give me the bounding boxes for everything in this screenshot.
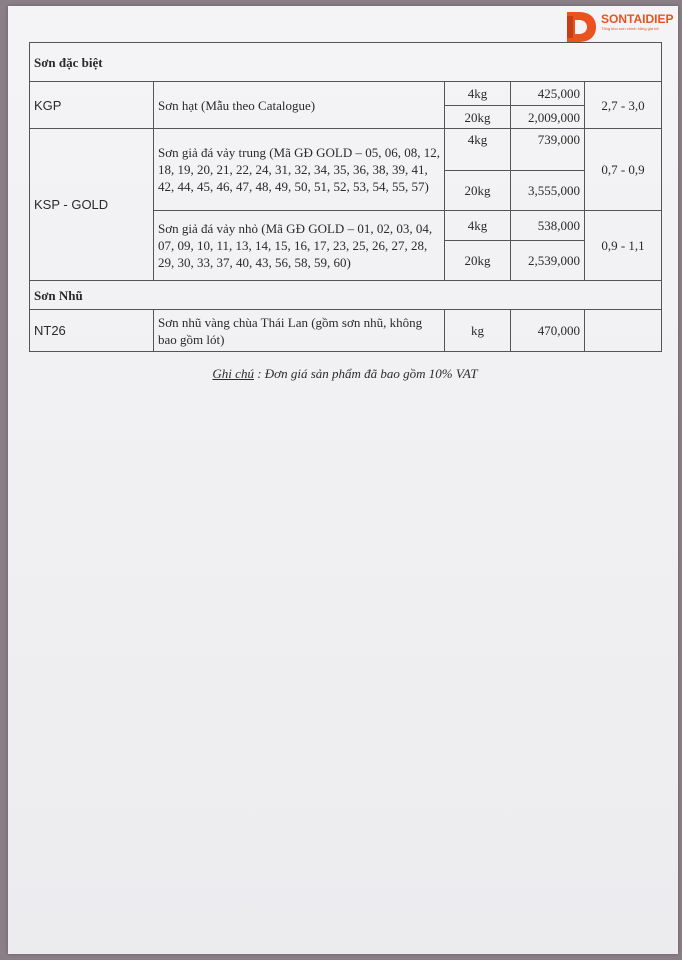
coverage-cell: 0,7 - 0,9 <box>585 129 662 211</box>
unit-cell: 20kg <box>445 106 511 129</box>
unit-cell: kg <box>445 310 511 352</box>
product-description: Sơn nhũ vàng chùa Thái Lan (gồm sơn nhũ, không bao gồm lót) <box>154 310 445 352</box>
price-cell: 2,539,000 <box>511 241 585 281</box>
unit-cell: 4kg <box>445 82 511 106</box>
product-description: Sơn hạt (Mẫu theo Catalogue) <box>154 82 445 129</box>
coverage-cell: 2,7 - 3,0 <box>585 82 662 129</box>
price-cell: 739,000 <box>511 129 585 171</box>
table-row <box>30 82 662 106</box>
footnote-label: Ghi chú <box>212 366 254 381</box>
unit-cell: 20kg <box>445 241 511 281</box>
section-title: Sơn Nhũ <box>30 281 662 310</box>
section-title: Sơn đặc biệt <box>30 43 662 82</box>
price-cell: 3,555,000 <box>511 171 585 211</box>
product-code: NT26 <box>30 310 154 352</box>
table-row <box>30 310 662 352</box>
unit-cell: 4kg <box>445 211 511 241</box>
product-description: Sơn giả đá vảy trung (Mã GĐ GOLD – 05, 06, 08, 12, 18, 19, 20, 21, 22, 24, 31, 32, 34, 35, 36, 38, 39, 41, 42, 44, 45, 46, 47, 48, 49, 50, 51, 52, 53, 54, 55, 57) <box>154 129 445 211</box>
price-table <box>29 42 662 352</box>
price-cell: 425,000 <box>511 82 585 106</box>
footnote <box>0 366 682 382</box>
table-row <box>30 129 662 171</box>
product-code: KGP <box>30 82 154 129</box>
coverage-cell <box>585 310 662 352</box>
price-cell: 538,000 <box>511 211 585 241</box>
unit-cell: 20kg <box>445 171 511 211</box>
coverage-cell: 0,9 - 1,1 <box>585 211 662 281</box>
product-code: KSP - GOLD <box>30 129 154 281</box>
footnote-text: : Đơn giá sản phẩm đã bao gồm 10% VAT <box>253 366 478 381</box>
product-description: Sơn giả đá vảy nhỏ (Mã GĐ GOLD – 01, 02, 03, 04, 07, 09, 10, 11, 13, 14, 15, 16, 17, 23, 25, 26, 27, 28, 29, 30, 33, 37, 40, 43, 56, 58, 59, 60) <box>154 211 445 281</box>
brand-d-icon <box>564 10 598 44</box>
price-cell: 470,000 <box>511 310 585 352</box>
price-cell: 2,009,000 <box>511 106 585 129</box>
section-row <box>30 43 662 82</box>
section-row <box>30 281 662 310</box>
unit-cell: 4kg <box>445 129 511 171</box>
brand-name: SONTAIDIEP <box>601 12 674 26</box>
brand-tagline: Tổng kho sơn chính hãng giá tốt <box>601 26 659 31</box>
